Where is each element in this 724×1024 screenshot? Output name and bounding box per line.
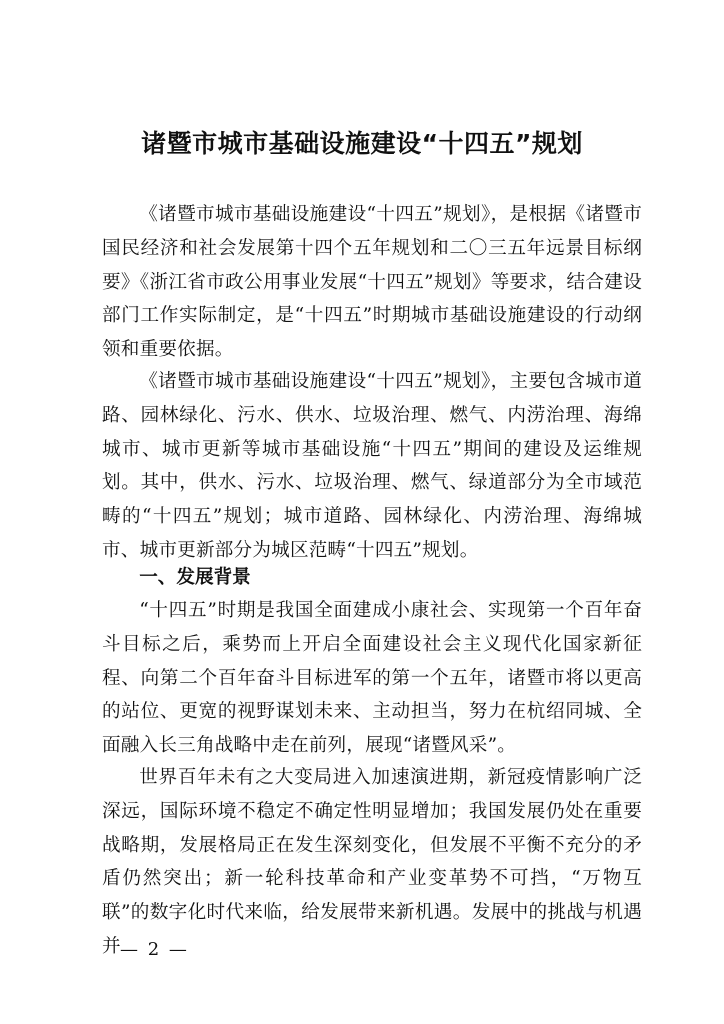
page-number: — 2 — (120, 939, 189, 960)
section-paragraph-2: 世界百年未有之大变局进入加速演进期，新冠疫情影响广泛深远，国际环境不稳定不确定性明显增加；我国发展仍处在重要战略期，发展格局正在发生深刻变化，但发展不平衡不充分的矛盾仍然突出；新一轮科技革命和产业变革势不可挡，“万物互联”的数字化时代来临，给发展带来新机遇。发展中的挑战与机遇并 (102, 767, 642, 957)
section-paragraph-1: “十四五”时期是我国全面建成小康社会、实现第一个百年奋斗目标之后，乘势而上开启全面建设社会主义现代化国家新征程、向第二个百年奋斗目标进军的第一个五年，诸暨市将以更高的站位、更宽的视野谋划未来、主动担当，努力在杭绍同城、全面融入长三角战略中走在前列，展现“诸暨风采”。 (102, 600, 642, 757)
intro-paragraph-1: 《诸暨市城市基础设施建设“十四五”规划》，是根据《诸暨市国民经济和社会发展第十四个五年规划和二〇三五年远景目标纲要》《浙江省市政公用事业发展“十四五”规划》等要求，结合建设部门工作实际制定，是“十四五”时期城市基础设施建设的行动纲领和重要依据。 (102, 204, 642, 361)
section-heading: 一、发展背景 (139, 567, 251, 588)
document-title: 诸暨市城市基础设施建设“十四五”规划 (141, 129, 583, 158)
intro-paragraph-2: 《诸暨市城市基础设施建设“十四五”规划》，主要包含城市道路、园林绿化、污水、供水、垃圾治理、燃气、内涝治理、海绵城市、城市更新等城市基础设施“十四五”期间的建设及运维规划。其中，供水、污水、垃圾治理、燃气、绿道部分为全市域范畴的“十四五”规划；城市道路、园林绿化、内涝治理、海绵城市、城市更新部分为城区范畴“十四五”规划。 (102, 371, 642, 561)
